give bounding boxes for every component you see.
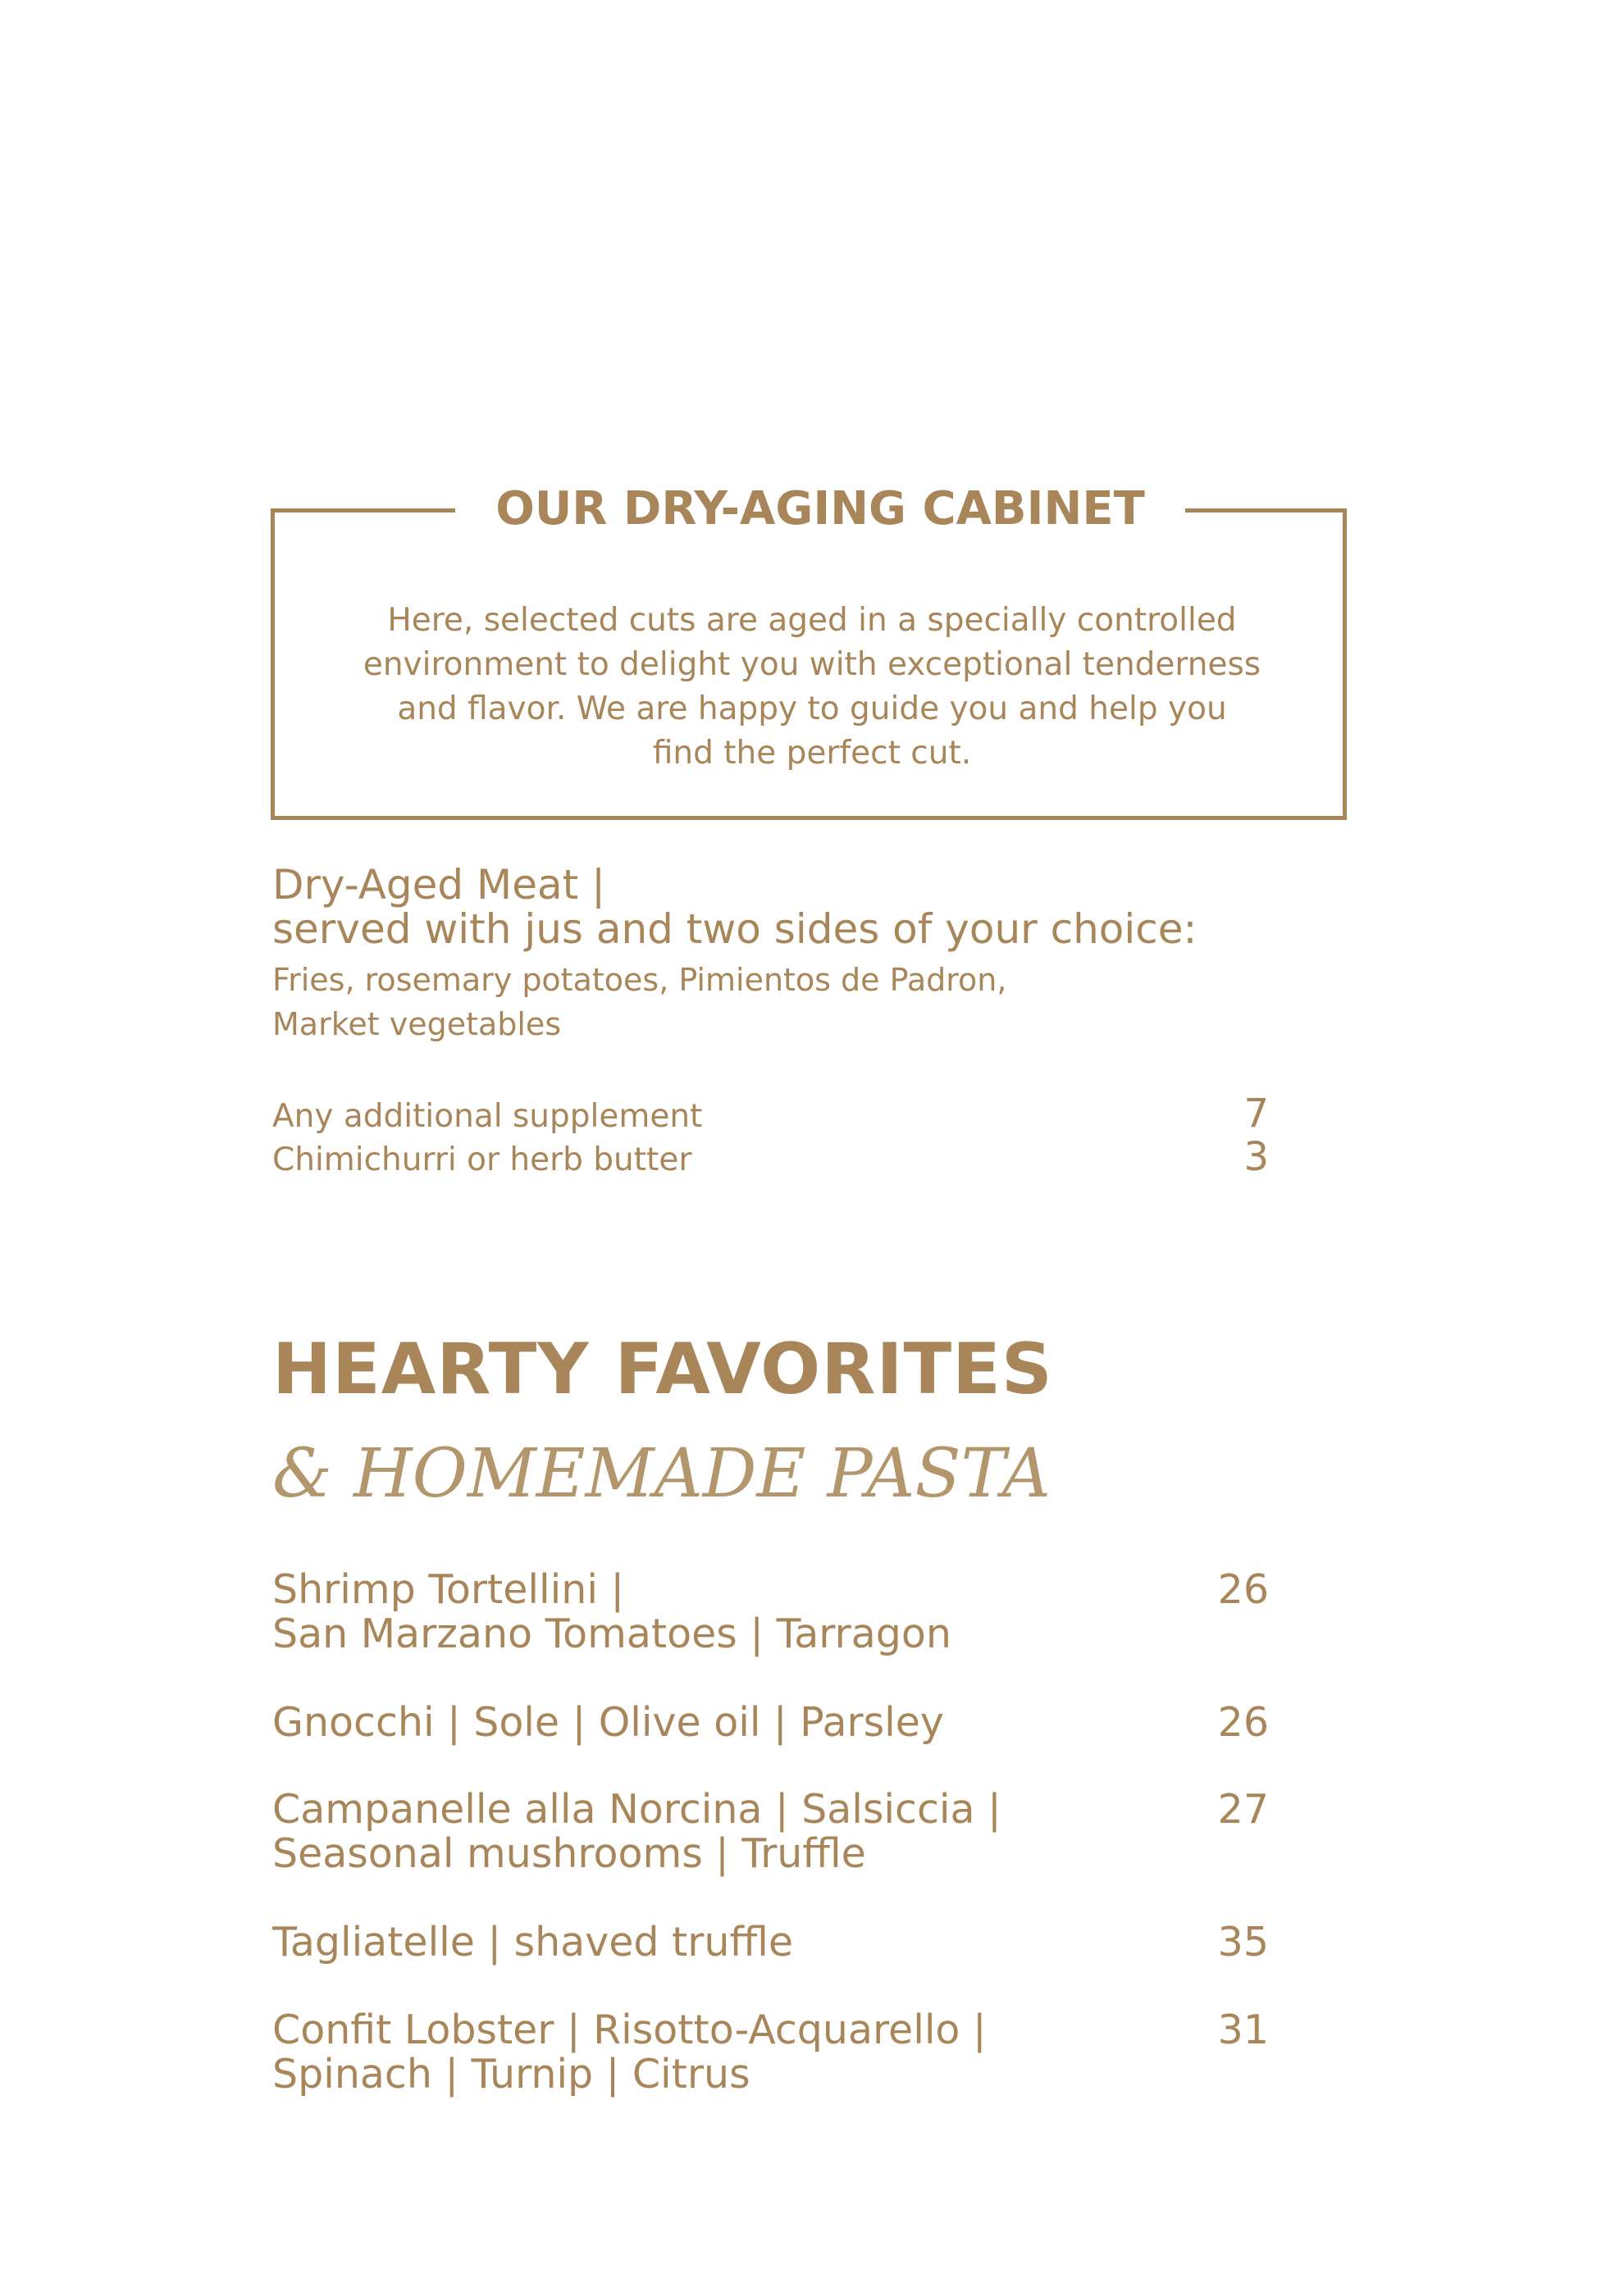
dish-name-line: Spinach | Turnip | Citrus xyxy=(272,2051,750,2098)
dish-name-line: Gnocchi | Sole | Olive oil | Parsley xyxy=(272,1699,944,1746)
dish-item xyxy=(272,2008,1269,2097)
cabinet-title-wrap xyxy=(455,480,1185,537)
dish-name xyxy=(272,1701,944,1745)
dish-item xyxy=(272,1920,1269,1965)
section-subheading: & HOMEMADE PASTA xyxy=(272,1435,1051,1513)
dry-aged-sides-line: Fries, rosemary potatoes, Pimientos de Padron, xyxy=(272,962,1007,998)
dish-name-line: Tagliatelle | shaved truffle xyxy=(272,1919,793,1966)
cabinet-description-line: find the perfect cut. xyxy=(652,735,972,772)
cabinet-title: OUR DRY-AGING CABINET xyxy=(495,481,1145,535)
supplement-price: 7 xyxy=(1243,1091,1269,1137)
dish-name xyxy=(272,1920,793,1965)
dish-price: 31 xyxy=(1217,2007,1269,2053)
dry-aged-title xyxy=(272,863,1197,951)
dish-name xyxy=(272,1568,951,1656)
dish-name-line: San Marzano Tomatoes | Tarragon xyxy=(272,1610,951,1657)
dry-aged-sides xyxy=(272,958,1006,1046)
dish-item xyxy=(272,1788,1269,1876)
dish-price: 35 xyxy=(1217,1919,1269,1966)
supplement-label: Any additional supplement xyxy=(272,1098,703,1135)
supplement-price: 3 xyxy=(1243,1134,1269,1180)
cabinet-description-line: and flavor. We are happy to guide you and help you xyxy=(397,690,1227,727)
section-heading: HEARTY FAVORITES xyxy=(272,1328,1053,1410)
cabinet-description-line: environment to delight you with exceptional tenderness xyxy=(363,646,1261,683)
dish-name-line: Confit Lobster | Risotto-Acquarello | xyxy=(272,2007,987,2053)
dish-item xyxy=(272,1568,1269,1656)
cabinet-description-line: Here, selected cuts are aged in a specially controlled xyxy=(387,602,1237,639)
dry-aged-sides-line: Market vegetables xyxy=(272,1006,562,1042)
dish-price: 27 xyxy=(1217,1786,1269,1833)
dish-name-line: Seasonal mushrooms | Truffle xyxy=(272,1830,866,1877)
dry-aged-title-line: served with jus and two sides of your choice: xyxy=(272,905,1197,953)
supplement-row xyxy=(272,1091,1269,1137)
dish-name-line: Shrimp Tortellini | xyxy=(272,1566,625,1613)
dish-item xyxy=(272,1701,1269,1745)
dish-name xyxy=(272,2008,987,2097)
dish-price: 26 xyxy=(1217,1566,1269,1613)
supplement-row xyxy=(272,1134,1269,1180)
supplement-label: Chimichurri or herb butter xyxy=(272,1141,692,1178)
dish-price: 26 xyxy=(1217,1699,1269,1746)
dish-name-line: Campanelle alla Norcina | Salsiccia | xyxy=(272,1786,1001,1833)
cabinet-description xyxy=(361,599,1263,776)
dish-name xyxy=(272,1788,1001,1876)
dry-aged-title-line: Dry-Aged Meat | xyxy=(272,861,605,909)
